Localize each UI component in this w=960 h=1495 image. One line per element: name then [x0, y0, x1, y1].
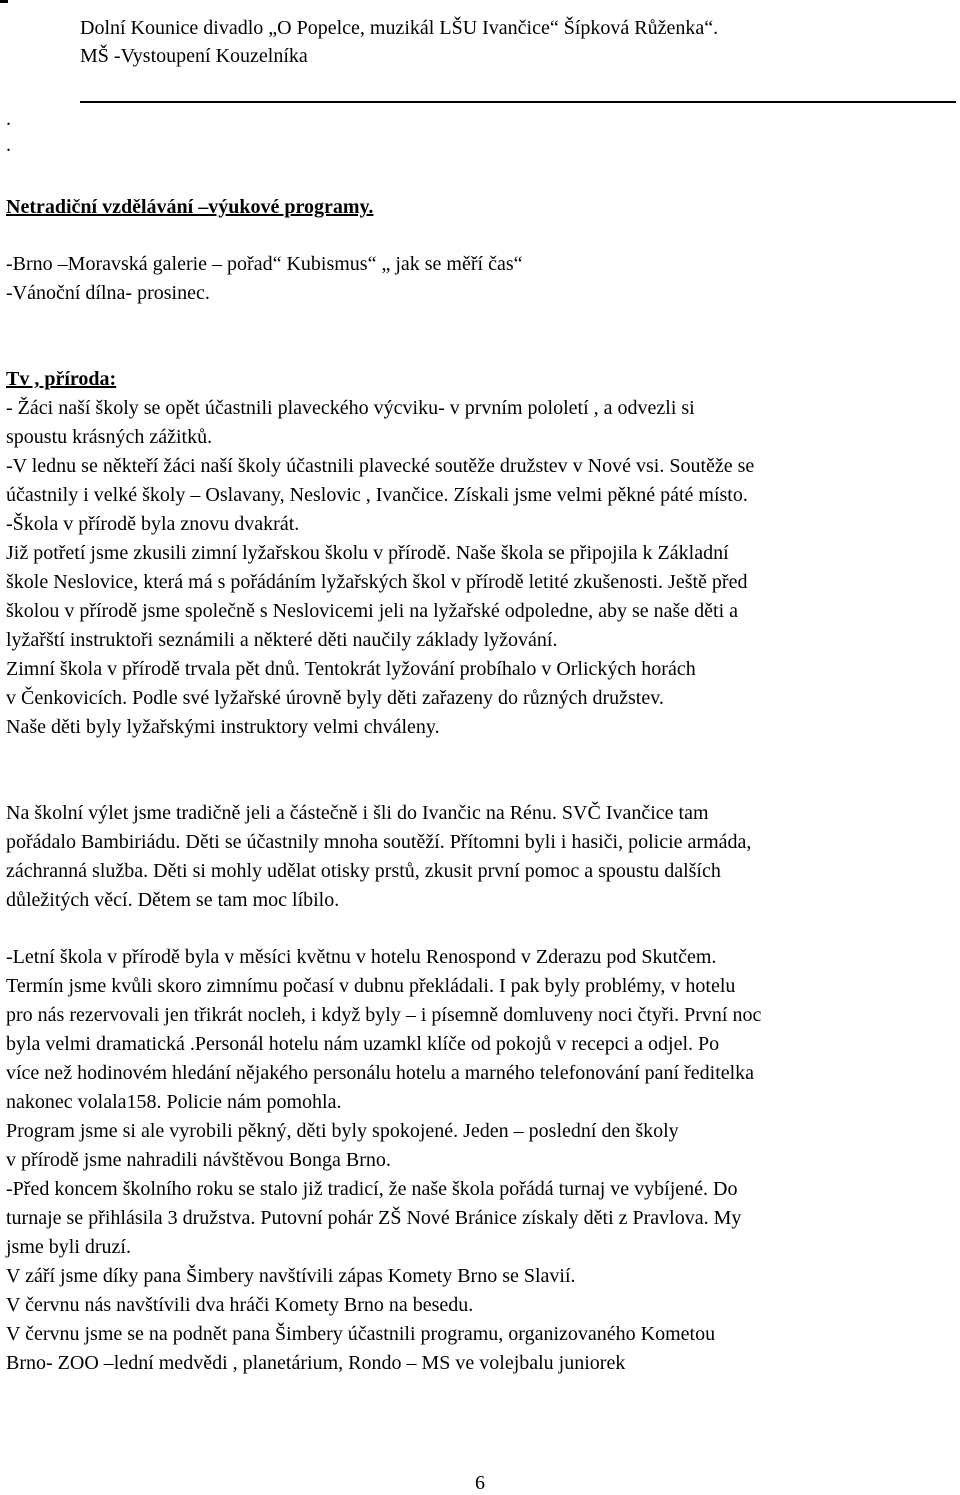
paragraph-line: pro nás rezervovali jen třikrát nocleh, i když byly – i písemně domluveny noci čtyři. První noc	[6, 1004, 762, 1026]
paragraph-line: záchranná služba. Děti si mohly udělat otisky prstů, zkusit první pomoc a spoustu dalších	[6, 860, 721, 882]
program-item: -Brno –Moravská galerie – pořad“ Kubismus“ „ jak se měří čas“	[6, 253, 523, 275]
paragraph-line: školou v přírodě jsme společně s Neslovicemi jeli na lyžařské odpoledne, aby se naše děti a	[6, 600, 739, 622]
paragraph-line: -Letní škola v přírodě byla v měsíci květnu v hotelu Renospond v Zderazu pod Skutčem.	[6, 946, 717, 968]
paragraph-line: byla velmi dramatická .Personál hotelu nám uzamkl klíče od pokojů v recepci a odjel. Po	[6, 1033, 720, 1055]
paragraph-line: V září jsme díky pana Šimbery navštívili zápas Komety Brno se Slavií.	[6, 1265, 576, 1287]
section-heading-programs: Netradiční vzdělávání –výukové programy.	[6, 196, 374, 218]
header-line-2: MŠ -Vystoupení Kouzelníka	[80, 45, 308, 67]
paragraph-line: Naše děti byly lyžařskými instruktory velmi chváleny.	[6, 716, 440, 738]
paragraph-line: -Škola v přírodě byla znovu dvakrát.	[6, 513, 300, 535]
paragraph-line: - Žáci naší školy se opět účastnili plaveckého výcviku- v prvním pololetí , a odvezli si	[6, 397, 695, 419]
paragraph-line: Termín jsme kvůli skoro zimnímu počasí v dubnu překládali. I pak byly problémy, v hotelu	[6, 975, 736, 997]
paragraph-line: v Čenkovicích. Podle své lyžařské úrovně byly děti zařazeny do různých družstev.	[6, 687, 664, 709]
paragraph-line: lyžařští instruktoři seznámili a některé děti naučily základy lyžování.	[6, 629, 558, 651]
paragraph-line: více než hodinovém hledání nějakého personálu hotelu a marného telefonování paní ředitelka	[6, 1062, 755, 1084]
section-heading-sport: Tv , příroda:	[6, 368, 117, 390]
paragraph-line: -V lednu se někteří žáci naší školy účastnili plavecké soutěže družstev v Nové vsi. Soutěže se	[6, 455, 755, 477]
paragraph-line: turnaje se přihlásila 3 družstva. Putovní pohár ZŠ Nové Bránice získaly děti z Pravlova. My	[6, 1207, 742, 1229]
paragraph-line: Program jsme si ale vyrobili pěkný, děti byly spokojené. Jeden – poslední den školy	[6, 1120, 679, 1142]
corner-mark	[0, 0, 8, 3]
dot-line-2: .	[6, 134, 11, 156]
header-line-1: Dolní Kounice divadlo „O Popelce, muzikál LŠU Ivančice“ Šípková Růženka“.	[80, 17, 719, 39]
paragraph-line: Zimní škola v přírodě trvala pět dnů. Tentokrát lyžování probíhalo v Orlických horách	[6, 658, 696, 680]
page-number: 6	[475, 1472, 485, 1494]
program-item: -Vánoční dílna- prosinec.	[6, 282, 210, 304]
paragraph-line: pořádalo Bambiriádu. Děti se účastnily mnoha soutěží. Přítomni byli i hasiči, policie armáda,	[6, 831, 752, 853]
paragraph-line: V červnu nás navštívili dva hráči Komety Brno na besedu.	[6, 1294, 474, 1316]
paragraph-line: v přírodě jsme nahradili návštěvou Bonga Brno.	[6, 1149, 391, 1171]
paragraph-line: spoustu krásných zážitků.	[6, 426, 213, 448]
paragraph-line: -Před koncem školního roku se stalo již tradicí, že naše škola pořádá turnaj ve vybíjené. Do	[6, 1178, 738, 1200]
paragraph-line: Na školní výlet jsme tradičně jeli a částečně i šli do Ivančic na Rénu. SVČ Ivančice tam	[6, 802, 709, 824]
horizontal-rule	[80, 101, 956, 103]
paragraph-line: jsme byli druzí.	[6, 1236, 131, 1258]
paragraph-line: Již potřetí jsme zkusili zimní lyžařskou školu v přírodě. Naše škola se připojila k Základní	[6, 542, 729, 564]
paragraph-line: důležitých věcí. Dětem se tam moc líbilo.	[6, 889, 340, 911]
paragraph-line: škole Neslovice, která má s pořádáním lyžařských škol v přírodě letité zkušenosti. Ještě před	[6, 571, 748, 593]
dot-line-1: .	[6, 108, 11, 130]
paragraph-line: účastnily i velké školy – Oslavany, Neslovic , Ivančice. Získali jsme velmi pěkné páté místo.	[6, 484, 748, 506]
paragraph-line: nakonec volala158. Policie nám pomohla.	[6, 1091, 342, 1113]
paragraph-line: V červnu jsme se na podnět pana Šimbery účastnili programu, organizovaného Kometou	[6, 1323, 716, 1345]
paragraph-line: Brno- ZOO –lední medvědi , planetárium, Rondo – MS ve volejbalu juniorek	[6, 1352, 626, 1374]
